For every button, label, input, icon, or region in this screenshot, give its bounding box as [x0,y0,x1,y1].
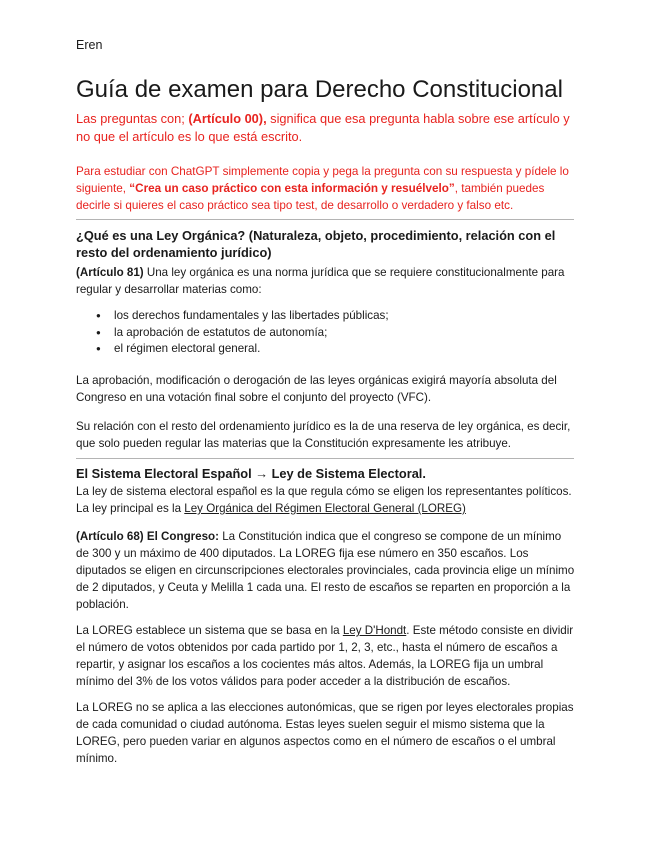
list-item: ● el régimen electoral general. [96,341,389,358]
intro-note-chatgpt [76,163,581,214]
intro-note-chatgpt-post: , también puedes decirle si quieres el caso práctico sea tipo test, de desarrollo o verdadero y falso etc. [76,182,545,212]
intro-note-articles-post: significa que esa pregunta habla sobre ese artículo y no que el artículo es lo que está escrito. [76,111,570,144]
paragraph-articulo-81-text: Una ley orgánica es una norma jurídica que se requiere constitucionalmente para regular y desarrollar materias como: [76,266,565,296]
paragraph-dhondt-post: . Este método consiste en dividir el número de votos obtenidos por cada partido por 1, 2, 3, etc., hasta el número de escaños a repartir, y asignar los escaños a los cocientes más altos. Además, la LOREG fija un umbral mínimo del 3% de los votos válidos para poder acceder a la distribución de escaños. [76,624,574,688]
paragraph-congreso-text: La Constitución indica que el congreso se compone de un mínimo de 300 y un máximo de 400 diputados. La LOREG fija ese número en 350 escaños. Los diputados se eligen en circunscripciones electorales provinciales, cada provincia elige un mínimo de 2 diputados, y Ceuta y Melilla 1 cada una. El resto de escaños se reparten en proporción a la población. [76,530,575,611]
section-divider [76,219,574,220]
bullet-list-materias [96,308,389,358]
intro-note-chatgpt-bold: “Crea un caso práctico con esta información y resuélvelo” [129,182,455,195]
page-title: Guía de examen para Derecho Constitucional [76,76,563,103]
intro-note-articles-pre: Las preguntas con; [76,111,189,126]
paragraph-autonomicas: La LOREG no se aplica a las elecciones autonómicas, que se rigen por leyes electorales propias de cada comunidad o ciudad autónoma. Estas leyes suelen seguir el mismo sistema que la LOREG, pero pueden variar en algunos aspectos como en el número de escaños o el umbral mínimo. [76,701,574,765]
intro-note-articles-bold: (Artículo 00), [188,111,267,126]
section-heading-sistema-electoral: El Sistema Electoral Español → Ley de Sistema Electoral. [76,466,426,481]
list-item: ● la aprobación de estatutos de autonomía; [96,325,389,342]
paragraph-dhondt [76,622,576,690]
paragraph-aprobacion: La aprobación, modificación o derogación de las leyes orgánicas exigirá mayoría absoluta del Congreso en una votación final sobre el conjunto del proyecto (VFC). [76,374,557,404]
dhondt-link[interactable]: Ley D'Hondt [342,624,407,637]
paragraph-ley-electoral-text: La ley de sistema electoral español es la que regula cómo se eligen los representantes políticos. La ley principal es la [76,485,572,515]
intro-note-chatgpt-pre: Para estudiar con ChatGPT simplemente copia y pega la pregunta con su respuesta y pídele lo siguiente, [76,165,569,195]
intro-note-articles [76,110,581,146]
author-name: Eren [76,38,103,52]
loreg-link[interactable]: Ley Orgánica del Régimen Electoral General (LOREG) [184,502,466,515]
article-ref-81: (Artículo 81) [76,266,144,279]
paragraph-dhondt-pre: La LOREG establece un sistema que se basa en la [76,624,343,637]
section-divider [76,458,574,459]
paragraph-relacion: Su relación con el resto del ordenamiento jurídico es la de una reserva de ley orgánica, es decir, que solo pueden regular las materias que la Constitución expresamente les atribuye. [76,420,571,450]
list-item: ● los derechos fundamentales y las libertades públicas; [96,308,389,325]
section-heading-ley-organica: ¿Qué es una Ley Orgánica? (Naturaleza, objeto, procedimiento, relación con el resto del ordenamiento jurídico) [76,228,556,260]
article-ref-68: (Artículo 68) El Congreso: [76,530,220,543]
paragraph-congreso [76,528,576,613]
paragraph-articulo-81 [76,264,576,298]
paragraph-ley-electoral [76,483,576,517]
